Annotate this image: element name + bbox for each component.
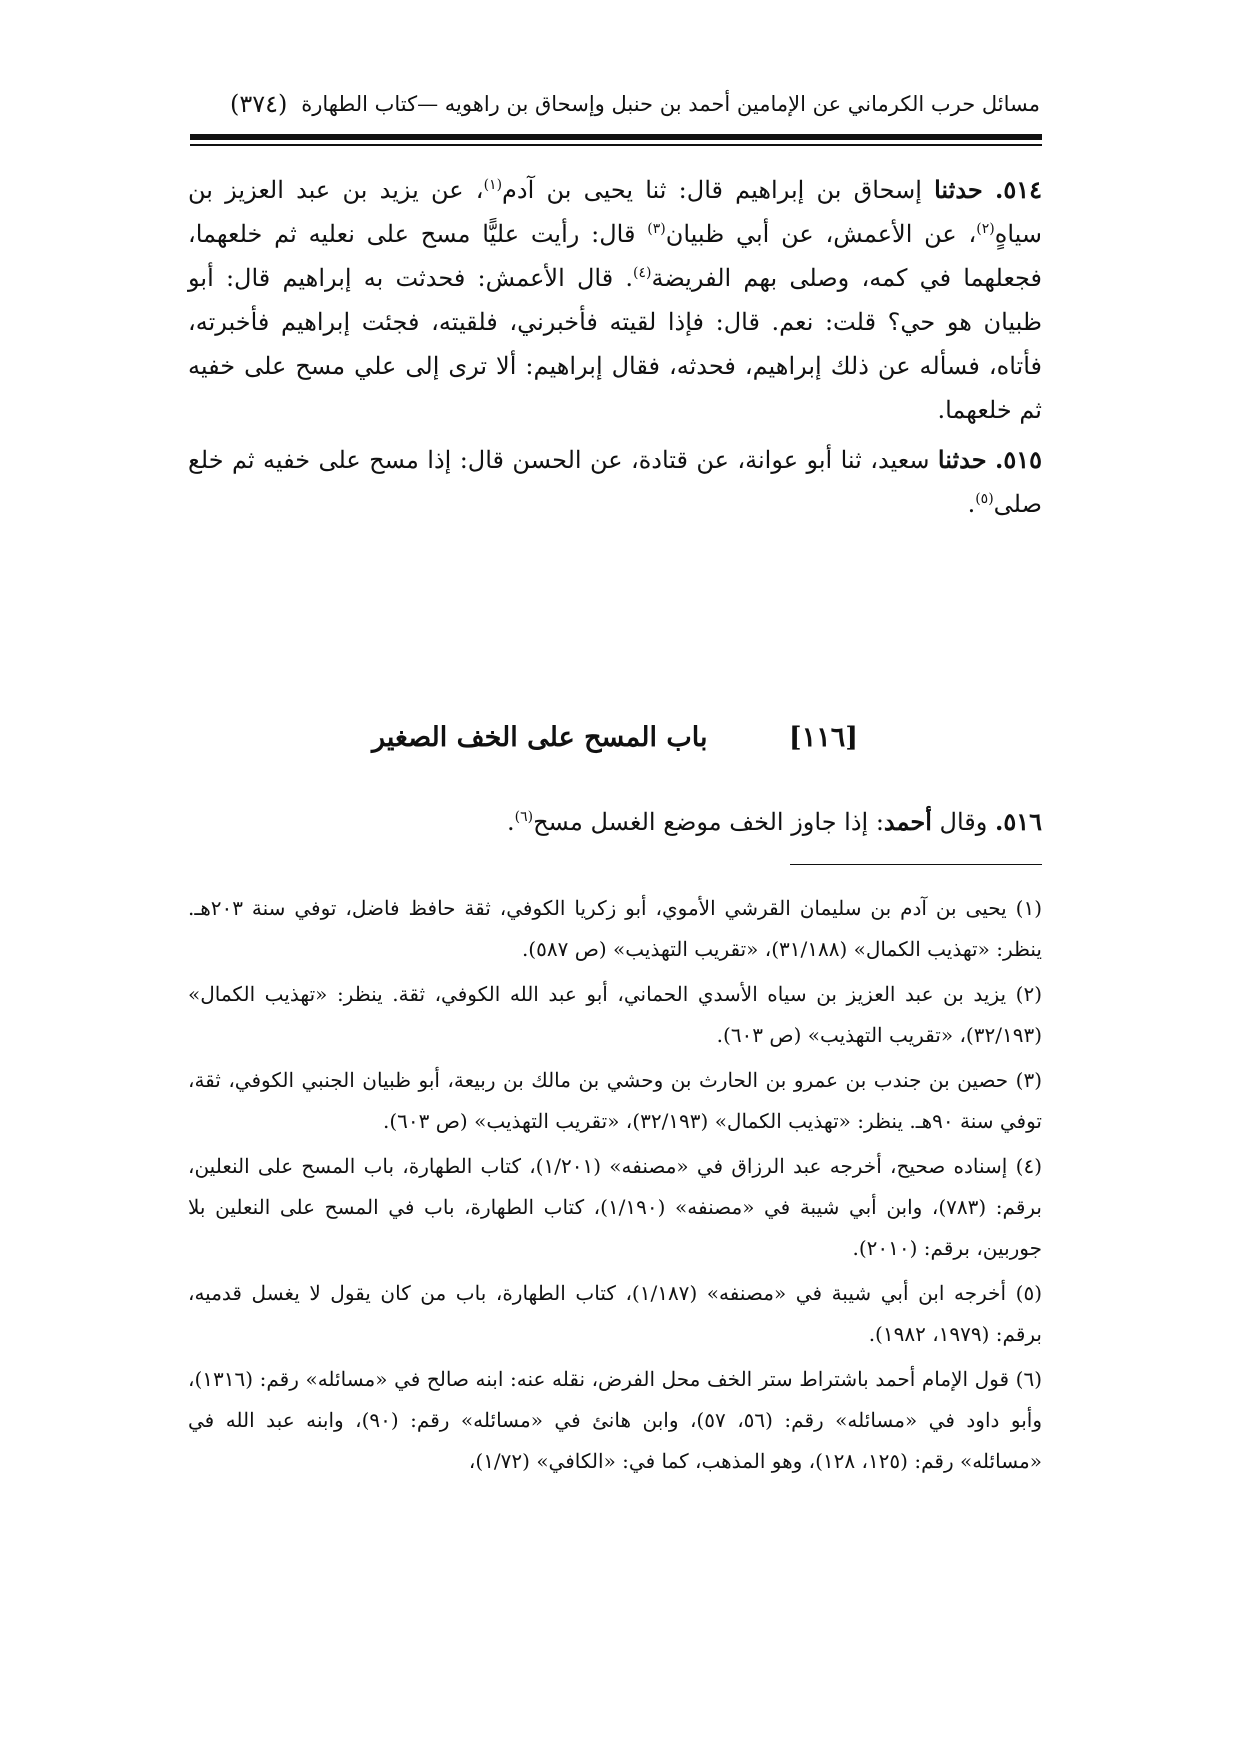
header-rule-thick	[190, 134, 1042, 140]
footnotes	[188, 888, 1042, 1486]
text-segment: وقال	[931, 808, 995, 836]
text-segment: ، عن يزيد بن عبد العزيز بن سياهٍ	[188, 176, 1042, 248]
paragraph-number: ٥١٥.	[994, 445, 1042, 474]
footnote-ref: (٢)	[976, 221, 995, 237]
chapter-number: [١١٦]	[788, 722, 858, 753]
footnote-ref: (١)	[483, 177, 503, 193]
text-segment: .	[967, 490, 976, 518]
footnote-label: (٦)	[1015, 1367, 1042, 1391]
footnote-separator	[790, 864, 1042, 865]
main-text	[188, 168, 1042, 532]
text-segment: . قال الأعمش: فحدثت به إبراهيم قال: أبو ظبيان هو حي؟ قلت: نعم. قال: فإذا لقيته فأخبرني، فلقيته، فجئت إبراهيم فأخبرته، فأتاه، فسأله عن ذلك إبراهيم، فحدثه، فقال إبراهيم: ألا ترى إلى علي مسح على خفيه ثم خلعهما.	[188, 264, 1042, 424]
keyword-haddathana: حدثنا	[934, 175, 983, 204]
footnote-text: يزيد بن عبد العزيز بن سياه الأسدي الحماني، أبو عبد الله الكوفي، ثقة. ينظر: «تهذيب الكمال» (٣٢/١٩٣)، «تقريب التهذيب» (ص ٦٠٣).	[188, 982, 1042, 1047]
footnote-ref: (٥)	[975, 491, 994, 507]
chapter-title: باب المسح على الخف الصغير	[372, 722, 708, 753]
footnote-6	[188, 1359, 1042, 1482]
footnote-label: (٢)	[1015, 982, 1042, 1006]
footnote-label: (٥)	[1015, 1281, 1042, 1305]
keyword-haddathana: حدثنا	[937, 445, 987, 474]
paragraph-number: ٥١٦.	[994, 807, 1042, 836]
footnote-3	[188, 1060, 1042, 1142]
footnote-text: إسناده صحيح، أخرجه عبد الرزاق في «مصنفه» (١/٢٠١)، كتاب الطهارة، باب المسح على النعلين، برقم: (٧٨٣)، وابن أبي شيبة في «مصنفه» (١/١٩٠)، كتاب الطهارة، باب في المسح على النعلين بلا جوربين، برقم: (٢٠١٠).	[188, 1154, 1042, 1260]
text-segment: إسحاق بن إبراهيم قال: ثنا يحيى بن آدم	[502, 176, 935, 204]
footnote-ref: (٤)	[633, 265, 652, 281]
footnote-ref: (٣)	[647, 221, 666, 237]
footnote-4	[188, 1146, 1042, 1269]
paragraph-515	[188, 438, 1042, 526]
footnote-1	[188, 888, 1042, 970]
footnote-text: يحيى بن آدم بن سليمان القرشي الأموي، أبو زكريا الكوفي، ثقة حافظ فاضل، توفي سنة ٢٠٣هـ. ينظر: «تهذيب الكمال» (٣١/١٨٨)، «تقريب التهذيب» (ص ٥٨٧).	[188, 896, 1042, 961]
footnote-text: أخرجه ابن أبي شيبة في «مصنفه» (١/١٨٧)، كتاب الطهارة، باب من كان يقول لا يغسل قدميه، برقم: (١٩٧٩، ١٩٨٢).	[188, 1281, 1042, 1346]
text-segment: سعيد، ثنا أبو عوانة، عن قتادة، عن الحسن قال: إذا مسح على خفيه ثم خلع صلى	[188, 446, 1042, 518]
text-segment: قال: رأيت عليًّا مسح على نعليه ثم خلعهما، فجعلهما في كمه، وصلى بهم الفريضة	[188, 220, 1042, 292]
paragraph-514	[188, 168, 1042, 432]
header-rule-thin	[190, 144, 1042, 146]
footnote-label: (١)	[1015, 896, 1042, 920]
page-number: (٣٧٤)	[230, 90, 288, 118]
paragraph-516	[188, 800, 1042, 844]
paragraph-number: ٥١٤.	[994, 175, 1043, 204]
text-segment: .	[506, 808, 515, 836]
text-segment: ، عن الأعمش، عن أبي ظبيان	[665, 220, 977, 248]
footnote-ref: (٦)	[514, 809, 534, 825]
running-title: مسائل حرب الكرماني عن الإمامين أحمد بن حنبل وإسحاق بن راهويه —كتاب الطهارة	[301, 92, 1040, 116]
footnote-text: قول الإمام أحمد باشتراط ستر الخف محل الفرض، نقله عنه: ابنه صالح في «مسائله» رقم: (١٣١٦)، وأبو داود في «مسائله» رقم: (٥٦، ٥٧)، وابن هانئ في «مسائله» رقم: (٩٠)، وابنه عبد الله في «مسائله» رقم: (١٢٥، ١٢٨)، وهو المذهب، كما في: «الكافي» (١/٧٢)،	[188, 1367, 1043, 1473]
footnote-label: (٤)	[1015, 1154, 1042, 1178]
footnote-2	[188, 974, 1042, 1056]
text-segment: : إذا جاوز الخف موضع الغسل مسح	[533, 808, 884, 836]
footnote-label: (٣)	[1015, 1068, 1042, 1092]
keyword-ahmad: أحمد	[883, 807, 932, 836]
page-header	[190, 92, 1040, 132]
chapter-heading	[188, 722, 1042, 772]
footnote-5	[188, 1273, 1042, 1355]
footnote-text: حصين بن جندب بن عمرو بن الحارث بن وحشي بن مالك بن ربيعة، أبو ظبيان الجنبي الكوفي، ثقة، توفي سنة ٩٠هـ. ينظر: «تهذيب الكمال» (٣٢/١٩٣)، «تقريب التهذيب» (ص ٦٠٣).	[188, 1068, 1042, 1133]
